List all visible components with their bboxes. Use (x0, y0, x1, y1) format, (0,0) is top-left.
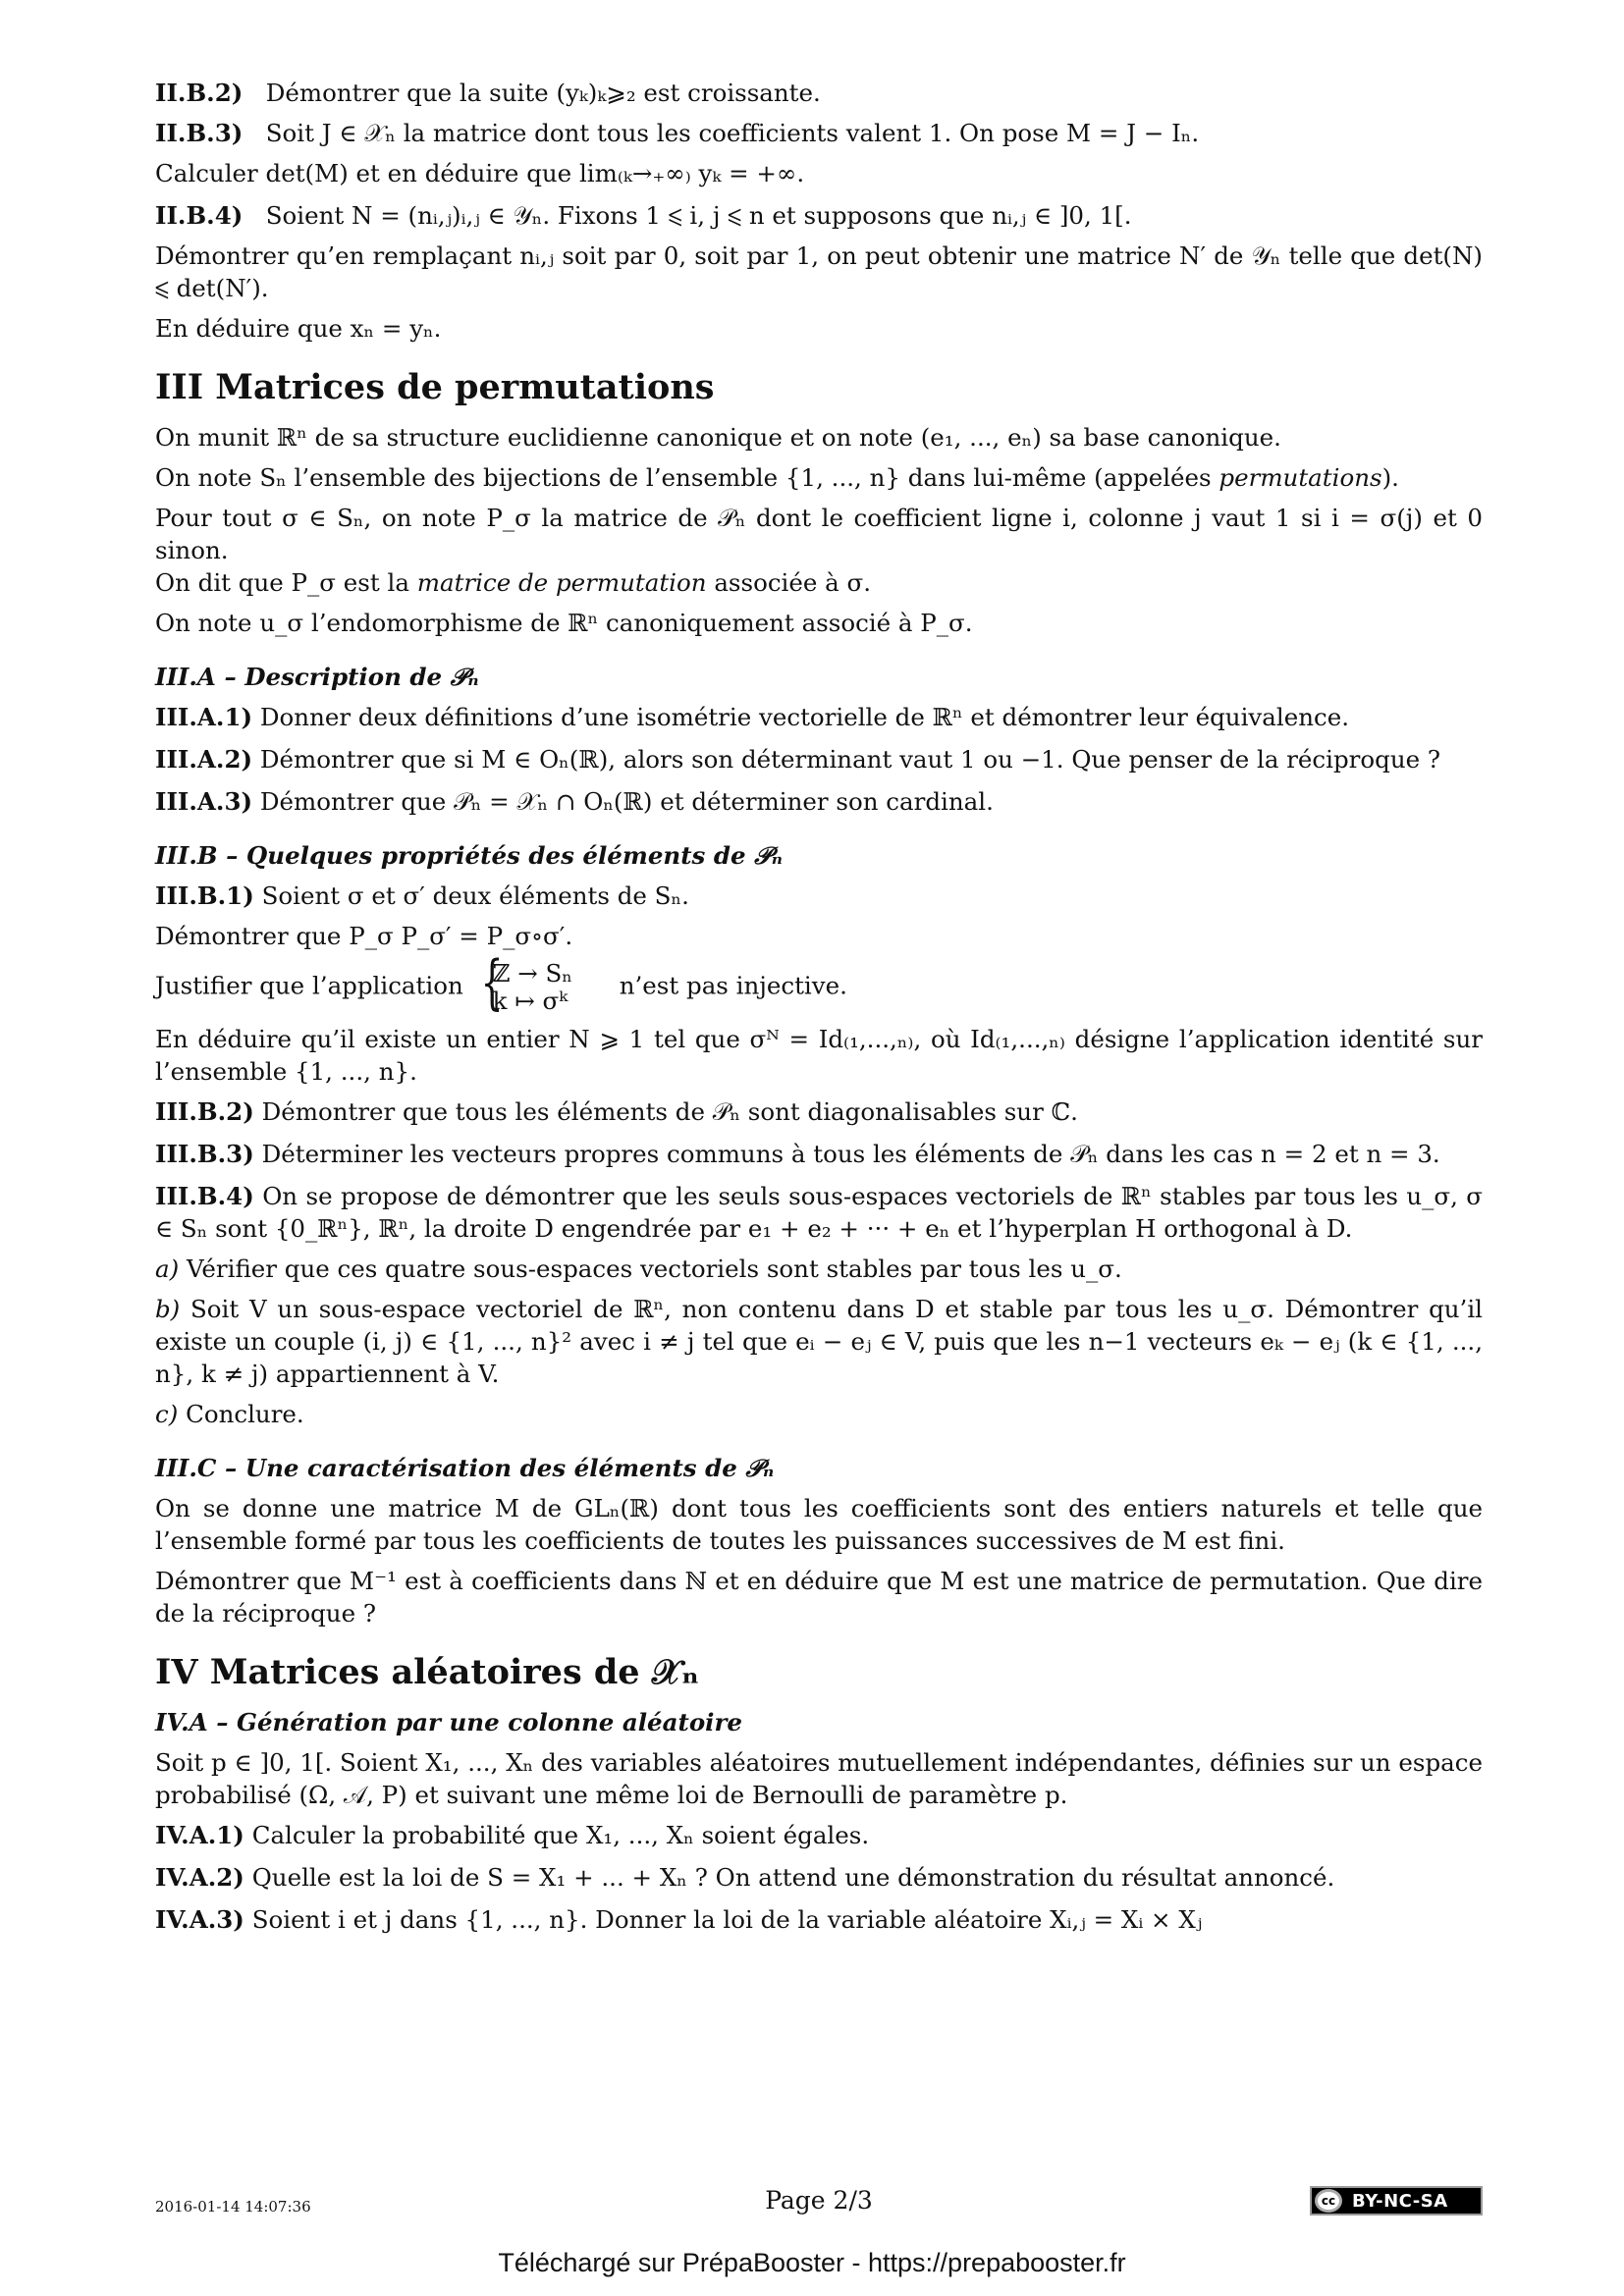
cases-line: k ↦ σᵏ (492, 987, 568, 1015)
paragraph: Démontrer que M⁻¹ est à coefficients dans ℕ et en déduire que M est une matrice de permutation. Que dire de la réciproque ? (155, 1567, 1483, 1628)
question-text: Soient σ et σ′ deux éléments de Sₙ. (261, 881, 689, 910)
question-iiia3 (155, 785, 1483, 818)
page-number: Page 2/3 (765, 2186, 873, 2215)
paragraph: On se donne une matrice M de GLₙ(ℝ) dont tous les coefficients sont des entiers naturels et telle que l’ensemble formé par tous les coefficients de toutes les puissances successives de M est fini. (155, 1494, 1483, 1555)
cases-brace (475, 960, 572, 1015)
question-iiia1 (155, 701, 1483, 733)
subsection-heading-iiia: III.A – Description de 𝒫ₙ (155, 663, 479, 691)
question-text: Donner deux définitions d’une isométrie vectorielle de ℝⁿ et démontrer leur équivalence. (259, 703, 1349, 731)
question-text: Déterminer les vecteurs propres communs à tous les éléments de 𝒫ₙ dans les cas n = 2 et n = 3. (261, 1140, 1440, 1168)
question-label: III.B.1) (155, 881, 254, 910)
question-text: Calculer la probabilité que X₁, ..., Xₙ soient égales. (251, 1821, 870, 1849)
question-iva2 (155, 1861, 1483, 1894)
subquestion-b (155, 1293, 1483, 1390)
question-label: II.B.3) (155, 119, 244, 147)
cases-line: { ℤ → Sₙ (492, 959, 572, 988)
question-label: II.B.2) (155, 79, 244, 107)
question-label: IV.A.3) (155, 1905, 244, 1934)
question-text: Démontrer que 𝒫ₙ = 𝒳ₙ ∩ Oₙ(ℝ) et déterminer son cardinal. (259, 787, 994, 816)
text: Justifier que l’application (155, 971, 463, 1000)
question-label: III.B.3) (155, 1140, 254, 1168)
subquestion-text: Vérifier que ces quatre sous-espaces vectoriels sont stables par tous les u_σ. (186, 1255, 1122, 1283)
timestamp: 2016-01-14 14:07:36 (155, 2198, 311, 2216)
question-text: Quelle est la loi de S = X₁ + ... + Xₙ ? On attend une démonstration du résultat annoncé. (251, 1863, 1335, 1892)
license-text: BY-NC-SA (1352, 2190, 1448, 2212)
question-text: Soit J ∈ 𝒳ₙ la matrice dont tous les coefficients valent 1. On pose M = J − Iₙ. (265, 119, 1200, 147)
question-label: II.B.4) (155, 201, 244, 230)
question-text: Démontrer que la suite (yₖ)ₖ⩾₂ est croissante. (265, 79, 821, 107)
question-iiib1 (155, 880, 1483, 912)
creative-commons-icon: cc (1315, 2189, 1342, 2213)
subsection-heading-iva: IV.A – Génération par une colonne aléatoire (155, 1708, 742, 1736)
question-label: III.A.3) (155, 787, 253, 816)
subquestion-label: b) (155, 1295, 181, 1323)
question-label: III.B.2) (155, 1097, 254, 1126)
section-heading-iii: III Matrices de permutations (155, 367, 715, 407)
section-intro: On munit ℝⁿ de sa structure euclidienne canonique et on note (e₁, ..., eₙ) sa base canonique. (155, 423, 1281, 452)
subquestion-label: a) (155, 1255, 180, 1283)
question-iiib2 (155, 1095, 1483, 1128)
question-iib3-cont: Calculer det(M) et en déduire que lim₍ₖ→₊∞₎ yₖ = +∞. (155, 159, 805, 187)
page-footer (155, 2184, 1483, 2223)
question-label: III.A.2) (155, 745, 253, 774)
question-text: Démontrer que tous les éléments de 𝒫ₙ sont diagonalisables sur ℂ. (261, 1097, 1078, 1126)
text: n’est pas injective. (619, 971, 847, 1000)
subquestion-label: c) (155, 1400, 179, 1428)
question-iib4-cont: Démontrer qu’en remplaçant nᵢ,ⱼ soit par 0, soit par 1, on peut obtenir une matrice N′ de 𝒴ₙ telle que det(N) ⩽ det(N′). (155, 241, 1483, 302)
text: associée à σ. (706, 568, 872, 597)
question-iib3 (155, 117, 1483, 149)
subquestion-text: Conclure. (186, 1400, 304, 1428)
question-iva1 (155, 1819, 1483, 1851)
document-page (155, 77, 1483, 1946)
question-iva3 (155, 1903, 1483, 1936)
section-intro (155, 461, 1483, 494)
license-badge (1310, 2186, 1483, 2216)
question-label: III.A.1) (155, 703, 253, 731)
section-intro (155, 566, 1483, 599)
question-label: IV.A.2) (155, 1863, 244, 1892)
subquestion-text: Soit V un sous-espace vectoriel de ℝⁿ, non contenu dans D et stable par tous les u_σ. Démontrer qu’il existe un couple (i, j) ∈ {1, ..., n}² avec i ≠ j tel que eᵢ − eⱼ ∈ V, puis que les n−1 vecteurs eₖ − eⱼ (k ∈ {1, ..., n}, k ≠ j) appartiennent à V. (155, 1295, 1483, 1388)
question-text: On se propose de démontrer que les seuls sous-espaces vectoriels de ℝⁿ stables par tous les u_σ, σ ∈ Sₙ sont {0_ℝⁿ}, ℝⁿ, la droite D engendrée par e₁ + e₂ + ··· + eₙ et l’hyperplan H orthogonal à D. (155, 1182, 1483, 1243)
question-text: Soient i et j dans {1, ..., n}. Donner la loi de la variable aléatoire Xᵢ,ⱼ = Xᵢ × Xⱼ (251, 1905, 1203, 1934)
download-source-line: Téléchargé sur PrépaBooster - https://prepabooster.fr (498, 2248, 1126, 2277)
question-iib4 (155, 199, 1483, 232)
question-label: IV.A.1) (155, 1821, 244, 1849)
subquestion-c (155, 1398, 1483, 1430)
text: On dit que P_σ est la (155, 568, 417, 597)
text: ). (1381, 463, 1399, 492)
emphasis: permutations (1218, 463, 1382, 492)
subsection-heading-iiic: III.C – Une caractérisation des éléments de 𝒫ₙ (155, 1454, 775, 1482)
question-iiib4 (155, 1180, 1483, 1245)
paragraph: Soit p ∈ ]0, 1[. Soient X₁, ..., Xₙ des variables aléatoires mutuellement indépendantes, définies sur un espace probabilisé (Ω, 𝒜, P) et suivant une même loi de Bernoulli de paramètre p. (155, 1748, 1483, 1809)
emphasis: matrice de permutation (416, 568, 707, 597)
subquestion-a (155, 1253, 1483, 1285)
question-iiia2 (155, 743, 1483, 775)
subsection-heading-iiib: III.B – Quelques propriétés des éléments de 𝒫ₙ (155, 841, 783, 870)
question-text: Soient N = (nᵢ,ⱼ)ᵢ,ⱼ ∈ 𝒴ₙ. Fixons 1 ⩽ i, j ⩽ n et supposons que nᵢ,ⱼ ∈ ]0, 1[. (265, 201, 1132, 230)
question-text: Démontrer que si M ∈ Oₙ(ℝ), alors son déterminant vaut 1 ou −1. Que penser de la réciproque ? (259, 745, 1441, 774)
question-iib2 (155, 77, 1483, 109)
section-intro: On note u_σ l’endomorphisme de ℝⁿ canoniquement associé à P_σ. (155, 609, 973, 637)
text: On note Sₙ l’ensemble des bijections de l’ensemble {1, ..., n} dans lui-même (appelées (155, 463, 1219, 492)
question-iiib3 (155, 1138, 1483, 1170)
question-label: III.B.4) (155, 1182, 254, 1210)
section-heading-iv: IV Matrices aléatoires de 𝒳ₙ (155, 1652, 700, 1692)
question-iib4-conclusion: En déduire que xₙ = yₙ. (155, 314, 442, 343)
section-intro: Pour tout σ ∈ Sₙ, on note P_σ la matrice de 𝒫ₙ dont le coefficient ligne i, colonne j vaut 1 si i = σ(j) et 0 sinon. (155, 504, 1483, 564)
question-iiib1-cont: Démontrer que P_σ P_σ′ = P_σ∘σ′. (155, 922, 573, 950)
question-iiib1-map (155, 960, 1483, 1015)
question-iiib1-deduce: En déduire qu’il existe un entier N ⩾ 1 tel que σᴺ = Id₍₁,...,ₙ₎, où Id₍₁,...,ₙ₎ désigne l’application identité sur l’ensemble {1, ..., n}. (155, 1025, 1483, 1086)
